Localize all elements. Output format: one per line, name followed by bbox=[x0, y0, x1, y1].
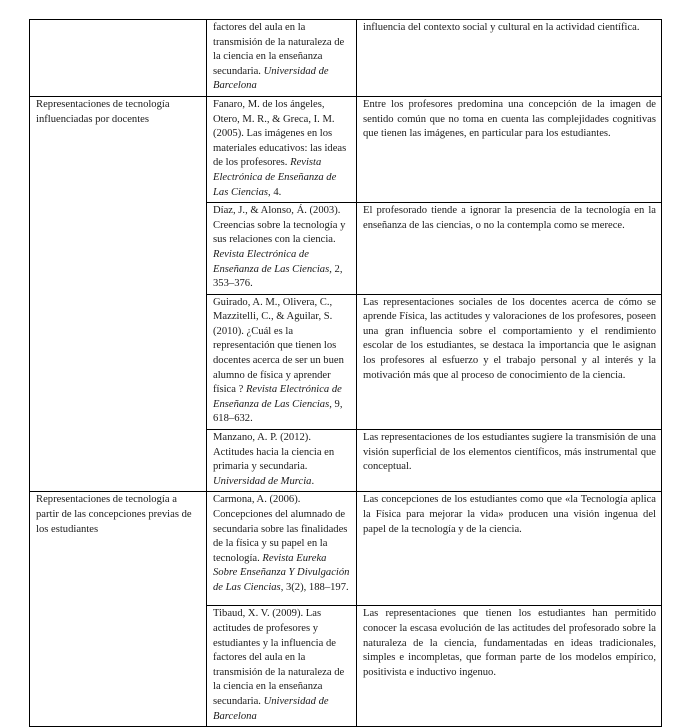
reference-tail: , 2, 353–376. bbox=[213, 263, 343, 290]
finding-cell: Las representaciones que tienen los estudiantes han permitido conocer la escasa evolución de las actitudes del profesorado sobre la naturaleza de la ciencia, fundamentadas en ideas tradicionales, simples e incompletas, que forman parte de los modelos empírico, positivista e inductivo ingenuo. bbox=[357, 606, 662, 727]
finding-cell: Las concepciones de los estudiantes como que «la Tecnología aplica la Física para mejorar la vida» producen una visión ingenua del papel de la tecnología y de la ciencia. bbox=[357, 492, 662, 606]
reference-tail: , 9, 618–632. bbox=[213, 398, 343, 425]
finding-cell: Las representaciones sociales de los docentes acerca de cómo se aprende Física, las actitudes y valoraciones de los profesores, poseen una gran influencia sobre el comportamiento y el rendimiento escolar de los estudiantes, se destaca la importancia que le asignan los profesores al esfuerzo y el trabajo personal y al interés y la motivación más que al proceso de conocimiento de la ciencia. bbox=[357, 294, 662, 429]
reference-tail: , 4. bbox=[268, 186, 282, 198]
reference-source: Universidad de Murcia bbox=[213, 475, 312, 487]
reference-text: Guirado, A. M., Olivera, C., Mazzitelli, C., & Aguilar, S. (2010). ¿Cuál es la representación que tienen los docentes acerca de ser un buen alumno de física y aprender física ? bbox=[213, 296, 344, 396]
reference-cell bbox=[207, 606, 357, 727]
finding-cell: El profesorado tiende a ignorar la presencia de la tecnología en la enseñanza de las ciencias, o no la contempla como se merece. bbox=[357, 203, 662, 295]
reference-text: Fanaro, M. de los ángeles, Otero, M. R., & Greca, I. M. (2005). Las imágenes en los materiales educativos: las ideas de los profesores. bbox=[213, 98, 347, 169]
table-row bbox=[30, 492, 662, 606]
table-row bbox=[30, 20, 662, 97]
reference-source: Universidad de Barcelona bbox=[213, 695, 329, 722]
reference-cell bbox=[207, 203, 357, 295]
reference-tail: . bbox=[311, 475, 315, 487]
finding-cell: Entre los profesores predomina una concepción de la imagen de sentido común que no toma en cuenta las complejidades cognitivas que tienen las imágenes, en particular para los estudiantes. bbox=[357, 96, 662, 202]
reference-source: Revista Eureka Sobre Enseñanza Y Divulgación de Las Ciencias bbox=[213, 552, 350, 593]
finding-cell: Las representaciones de los estudiantes sugiere la transmisión de una visión superficial de los elementos científicos, más instrumental que conceptual. bbox=[357, 430, 662, 492]
category-cell bbox=[30, 20, 207, 97]
reference-tail: , 3(2), 188–197. bbox=[280, 581, 349, 593]
reference-cell bbox=[207, 96, 357, 202]
reference-cell bbox=[207, 294, 357, 429]
reference-cell bbox=[207, 430, 357, 492]
reference-cell bbox=[207, 492, 357, 606]
reference-text: Tibaud, X. V. (2009). Las actitudes de profesores y estudiantes y la influencia de factores del aula en la transmisión de la naturaleza de la ciencia en la enseñanza secundaria. bbox=[213, 608, 345, 707]
reference-cell bbox=[207, 20, 357, 97]
table-row bbox=[30, 96, 662, 202]
category-cell: Representaciones de tecnología influenciadas por docentes bbox=[30, 96, 207, 491]
reference-text: Manzano, A. P. (2012). Actitudes hacia la ciencia en primaria y secundaria. bbox=[213, 432, 335, 473]
reference-text: factores del aula en la transmisión de la naturaleza de la ciencia en la enseñanza secundaria. bbox=[213, 22, 345, 77]
literature-review-table bbox=[29, 19, 662, 727]
finding-cell: influencia del contexto social y cultural en la actividad científica. bbox=[357, 20, 662, 97]
reference-text: Carmona, A. (2006). Concepciones del alumnado de secundaria sobre las finalidades de la física y su papel en la tecnología. bbox=[213, 494, 348, 564]
reference-source: Universidad de Barcelona bbox=[213, 65, 329, 92]
reference-source: Revista Electrónica de Enseñanza de Las Ciencias bbox=[213, 384, 342, 410]
reference-source: Revista Electrónica de Enseñanza de Las Ciencias bbox=[213, 157, 337, 198]
reference-text: Díaz, J., & Alonso, Á. (2003). Creencias sobre la tecnología y sus relaciones con la ciencia. bbox=[213, 205, 346, 246]
reference-source: Revista Electrónica de Enseñanza de Las Ciencias bbox=[213, 248, 330, 275]
category-cell: Representaciones de tecnología a partir de las concepciones previas de los estudiantes bbox=[30, 492, 207, 727]
